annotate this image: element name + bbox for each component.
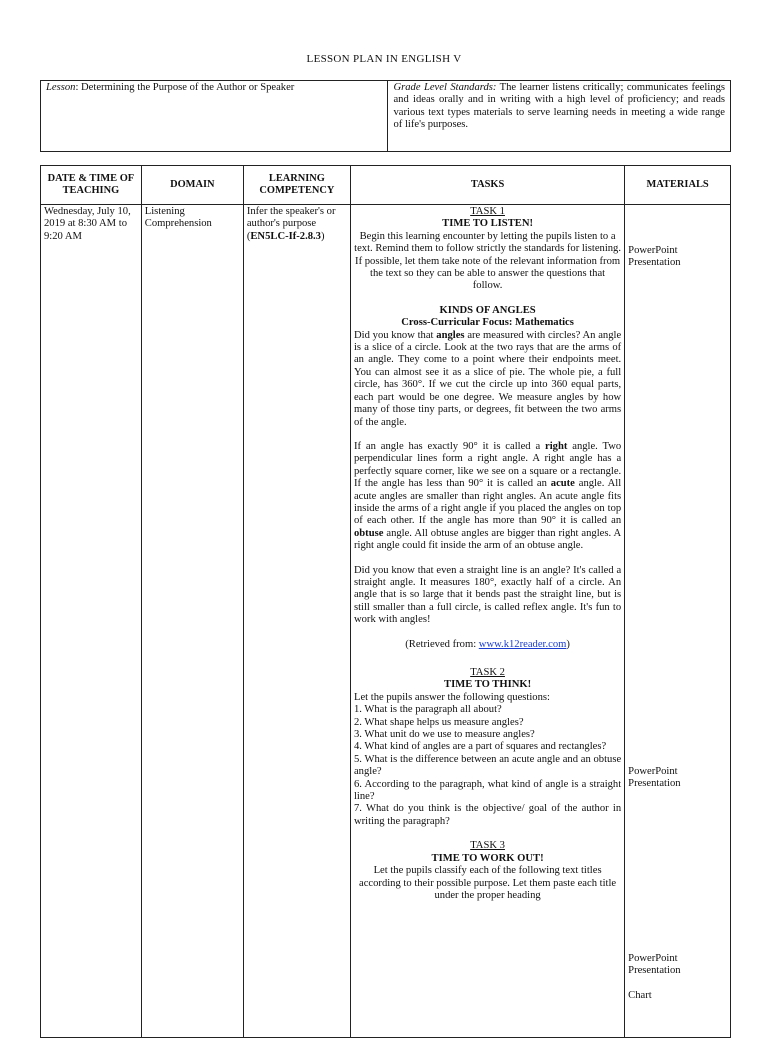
tasks-cell [350,205,624,1038]
page-title: LESSON PLAN IN ENGLISH V [306,53,462,65]
standards-label: Grade Level Standards: [393,82,497,93]
passage-paragraph-2: If an angle has exactly 90° it is called a right angle. Two perpendicular lines form a right angle. A right angle has a perfectly square corner, like we see on a square or a rectangle. If the angle has less than 90° it is called an acute angle. All acute angles are smaller than right angles. An acute angle fits inside the arms of a right angle if you placed the angles on top of each other. If the angle has more than 90° it is called an obtuse angle. All obtuse angles are bigger than right angles. A right angle could fit inside the arm of an obtuse angle. [353,440,622,552]
task3-heading: TIME TO WORK OUT! [431,852,544,864]
passage-paragraph-3: Did you know that even a straight line is an angle? It's called a straight angle. It measures 180°, exactly half of a circle. An angle that is so large that it bends past the straight line, but is still smaller than a full circle, is called reflex angle. It's fun to work with angles! [353,564,622,626]
task2-heading: TIME TO THINK! [444,679,532,691]
source-citation: (Retrieved from: www.k12reader.com) [405,638,570,650]
passage-title: KINDS OF ANGLES [439,304,536,316]
materials-cell [625,205,731,1038]
task2-label: TASK 2 [470,667,505,678]
domain-cell: Listening Comprehension [141,205,243,1038]
lesson-cell [41,81,388,152]
competency-text: Infer the speaker's or author's purpose ( [246,206,336,242]
materials-task3-chart: Chart [628,990,652,1001]
materials-task3: PowerPoint Presentation [628,953,681,977]
col-header-materials: MATERIALS [625,166,731,205]
task1-label: TASK 1 [470,206,505,217]
lesson-text: : Determining the Purpose of the Author or Speaker [75,82,295,93]
table-row [41,205,731,1038]
task2-question: 4. What kind of angles are a part of squares and rectangles? [353,741,607,753]
lesson-plan-table [40,165,731,1038]
task2-question: 3. What unit do we use to measure angles? [353,729,535,741]
task2-question: 5. What is the difference between an acute angle and an obtuse angle? [353,753,622,778]
competency-cell [243,205,350,1038]
col-header-tasks: TASKS [350,166,624,205]
passage-paragraph-1: Did you know that angles are measured with circles? An angle is a slice of a circle. Look at the two rays that are the arms of an angle. They come to a point where their endpoints meet. You can almost see it as a slice of pie. The whole pie, a full circle, has 360°. If we cut the circle up into 360 equal parts, each part would be one degree. We measure angles by how many of those tiny parts, or degrees, fit between the two arms of the angle. [353,329,622,428]
task2-intro: Let the pupils answer the following questions: [353,691,550,703]
col-header-date: DATE & TIME OF TEACHING [41,166,142,205]
col-header-competency: LEARNING COMPETENCY [243,166,350,205]
lesson-label: Lesson [46,82,76,93]
task2-question: 1. What is the paragraph all about? [353,704,502,716]
task1-intro: Begin this learning encounter by letting the pupils listen to a text. Remind them to follow strictly the standards for listening. [354,230,622,255]
source-link[interactable]: www.k12reader.com [478,638,567,650]
standards-cell [388,81,731,152]
table-header-row [41,166,731,205]
task2-question: 7. What do you think is the objective/ goal of the author in writing the paragraph? [353,803,622,827]
date-cell: Wednesday, July 10, 2019 at 8:30 AM to 9:20 AM [41,205,142,1038]
competency-end: ) [320,230,325,242]
lesson-header-table [40,80,731,152]
task2-question: 6. According to the paragraph, what kind of angle is a straight line? [353,778,622,803]
task1-heading: TIME TO LISTEN! [442,218,534,230]
task3-label: TASK 3 [470,840,505,852]
col-header-domain: DOMAIN [141,166,243,205]
materials-task1: PowerPoint Presentation [628,245,681,269]
materials-task2: PowerPoint Presentation [628,766,681,790]
task2-question: 2. What shape helps us measure angles? [353,716,524,728]
task3-intro: Let the pupils classify each of the following text titles according to their possible purpose. Let them paste each title under the proper heading [359,865,617,901]
task1-note: If possible, let them take note of the relevant information from the text so they can be able to answer the questions that follow. [355,255,621,292]
standards-text: The learner listens critically; communicates feelings and ideas orally and in writing with a high level of proficiency; and reads various text types materials to serve learning needs in meeting a wide range of life's purposes. [393,82,725,131]
competency-code: EN5LC-If-2.8.3 [250,230,321,242]
passage-subtitle: Cross-Curricular Focus: Mathematics [401,317,574,329]
